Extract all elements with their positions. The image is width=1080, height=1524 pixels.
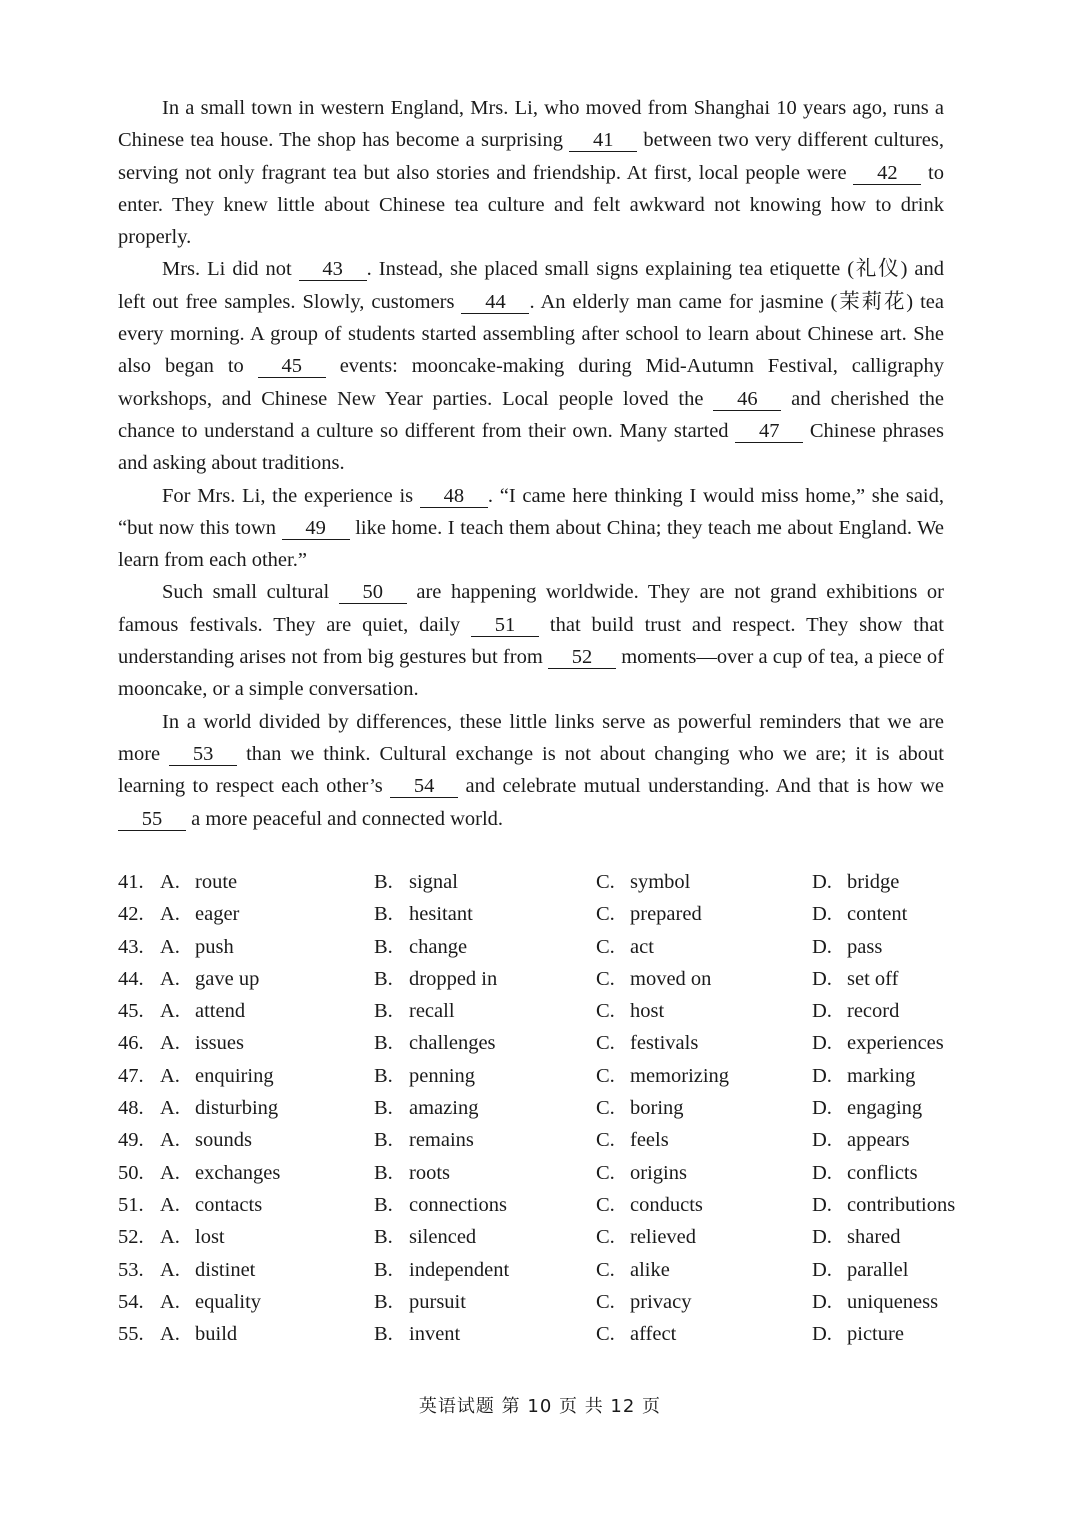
option-letter-c: C. [596,1193,615,1216]
option-row [118,1189,978,1221]
option-a: distinet [195,1258,256,1281]
option-d: content [847,903,908,926]
option-row [118,1318,978,1350]
blank-49: 49 [282,517,350,540]
option-letter-d: D. [812,1097,832,1120]
option-letter-c: C. [596,1258,615,1281]
option-c: conducts [630,1193,703,1216]
option-d: appears [847,1129,910,1152]
option-letter-c: C. [596,1290,615,1313]
option-row [118,1254,978,1286]
option-b: invent [409,1323,461,1346]
option-row [118,995,978,1027]
question-number: 46. [118,1032,144,1055]
option-letter-a: A. [160,967,180,990]
blank-51: 51 [471,614,539,637]
option-c: boring [630,1097,684,1120]
blank-54: 54 [390,775,458,798]
option-d: record [847,1000,900,1023]
option-letter-d: D. [812,1290,832,1313]
option-letter-c: C. [596,1226,615,1249]
option-letter-c: C. [596,1064,615,1087]
question-number: 53. [118,1258,144,1281]
option-letter-b: B. [374,1193,393,1216]
option-letter-a: A. [160,1258,180,1281]
option-letter-c: C. [596,1323,615,1346]
question-number: 44. [118,967,144,990]
question-number: 54. [118,1290,144,1313]
option-letter-d: D. [812,903,832,926]
option-letter-b: B. [374,1258,393,1281]
option-a: contacts [195,1193,263,1216]
passage-text: and cherished the chance to understand a culture so different from their own. Many started [118,387,944,442]
option-d: pass [847,935,883,958]
option-d: picture [847,1323,904,1346]
passage-paragraph [118,480,944,577]
blank-53: 53 [169,743,237,766]
question-number: 43. [118,935,144,958]
option-a: equality [195,1290,262,1313]
option-b: pursuit [409,1290,466,1313]
option-a: issues [195,1032,244,1055]
option-c: memorizing [630,1064,730,1087]
option-letter-d: D. [812,1064,832,1087]
passage-text: and celebrate mutual understanding. And that is how we [458,775,944,798]
option-d: uniqueness [847,1290,939,1313]
blank-52: 52 [548,646,616,669]
option-letter-b: B. [374,1226,393,1249]
option-b: dropped in [409,967,498,990]
option-letter-b: B. [374,871,393,893]
blank-46: 46 [713,388,781,411]
passage-text: between two very different cultures, serving not only fragrant tea but also stories and friendship. At first, local people were [118,129,944,184]
question-number: 51. [118,1193,144,1216]
question-number: 50. [118,1161,144,1184]
option-letter-d: D. [812,1258,832,1281]
option-b: connections [409,1193,507,1216]
option-letter-a: A. [160,903,180,926]
option-c: prepared [630,903,702,926]
option-b: roots [409,1161,450,1184]
passage-text: events: mooncake-making during Mid-Autumn Festival, calligraphy workshops, and Chinese New Year parties. Local people loved the [118,355,944,410]
question-number: 49. [118,1129,144,1152]
option-letter-d: D. [812,1161,832,1184]
blank-45: 45 [258,355,326,378]
option-c: feels [630,1129,669,1152]
option-b: penning [409,1064,476,1087]
cloze-passage [118,92,944,835]
option-letter-b: B. [374,1000,393,1023]
option-a: build [195,1323,238,1346]
blank-42: 42 [853,162,921,185]
passage-paragraph [118,706,944,835]
option-letter-d: D. [812,1129,832,1152]
option-letter-b: B. [374,1161,393,1184]
option-a: enquiring [195,1064,274,1087]
option-b: amazing [409,1097,479,1120]
passage-text: . An elderly man came for jasmine (茉莉花) tea every morning. A group of students started assembling after school to learn about Chinese art. She also began to [118,290,945,378]
option-a: eager [195,903,240,926]
blank-55: 55 [118,808,186,831]
option-d: conflicts [847,1161,918,1184]
option-letter-b: B. [374,1064,393,1087]
option-letter-b: B. [374,903,393,926]
option-letter-a: A. [160,1064,180,1087]
option-c: alike [630,1258,670,1281]
option-d: contributions [847,1193,956,1216]
option-row [118,866,978,898]
blank-48: 48 [420,485,488,508]
option-letter-a: A. [160,1323,180,1346]
option-letter-c: C. [596,871,615,893]
option-row [118,963,978,995]
blank-50: 50 [339,581,407,604]
option-row [118,1027,978,1059]
option-letter-b: B. [374,935,393,958]
option-letter-b: B. [374,1290,393,1313]
question-number: 47. [118,1064,144,1087]
option-c: symbol [630,871,691,893]
option-row [118,1124,978,1156]
question-number: 41. [118,871,144,893]
option-a: route [195,871,238,893]
passage-text: In a world divided by differences, these little links serve as powerful reminders that we are more [118,710,944,765]
option-letter-c: C. [596,967,615,990]
option-letter-d: D. [812,1323,832,1346]
question-number: 45. [118,1000,144,1023]
option-row [118,1092,978,1124]
option-letter-b: B. [374,1097,393,1120]
option-row [118,898,978,930]
option-letter-c: C. [596,1161,615,1184]
passage-text: are happening worldwide. They are not grand exhibitions or famous festivals. They are quiet, daily [118,581,944,636]
option-letter-c: C. [596,1097,615,1120]
option-a: push [195,935,234,958]
option-b: silenced [409,1226,477,1249]
option-c: act [630,935,654,958]
option-c: privacy [630,1290,692,1313]
option-c: festivals [630,1032,699,1055]
option-letter-a: A. [160,1097,180,1120]
option-d: marking [847,1064,916,1087]
passage-text: . “I came here thinking I would miss home,” she said, “but now this town [118,484,944,539]
option-row [118,1221,978,1253]
option-letter-a: A. [160,1226,180,1249]
option-c: moved on [630,967,712,990]
question-number: 55. [118,1323,144,1346]
option-letter-c: C. [596,1032,615,1055]
option-row [118,931,978,963]
option-d: parallel [847,1258,909,1281]
option-a: sounds [195,1129,252,1152]
option-letter-a: A. [160,935,180,958]
passage-text: to enter. They knew little about Chinese tea culture and felt awkward not knowing how to drink properly. [118,161,945,249]
blank-41: 41 [569,129,637,152]
option-letter-d: D. [812,935,832,958]
blank-43: 43 [299,258,367,281]
option-letter-b: B. [374,1323,393,1346]
option-letter-d: D. [812,967,832,990]
passage-text: Mrs. Li did not [162,258,299,281]
option-d: bridge [847,871,900,893]
passage-paragraph [118,576,944,705]
option-b: challenges [409,1032,496,1055]
option-letter-b: B. [374,967,393,990]
option-letter-c: C. [596,1129,615,1152]
option-d: experiences [847,1032,944,1055]
passage-text: For Mrs. Li, the experience is [162,484,420,507]
option-row [118,1286,978,1318]
passage-text: In a small town in western England, Mrs. Li, who moved from Shanghai 10 years ago, runs a Chinese tea house. The shop has become a surprising [118,97,944,152]
option-b: signal [409,871,458,893]
option-b: change [409,935,468,958]
option-letter-a: A. [160,1290,180,1313]
option-letter-d: D. [812,1193,832,1216]
question-number: 48. [118,1097,144,1120]
option-b: recall [409,1000,455,1023]
passage-text: a more peaceful and connected world. [186,807,504,830]
option-letter-b: B. [374,1032,393,1055]
passage-text: like home. I teach them about China; they teach me about England. We learn from each other.” [118,516,944,572]
option-letter-d: D. [812,1226,832,1249]
passage-text: Chinese phrases and asking about traditions. [118,419,945,475]
option-c: affect [630,1323,677,1346]
option-letter-a: A. [160,1000,180,1023]
option-row [118,1157,978,1189]
option-letter-d: D. [812,1000,832,1023]
option-b: hesitant [409,903,473,926]
option-a: gave up [195,967,260,990]
option-a: lost [195,1226,225,1249]
option-letter-a: A. [160,1032,180,1055]
option-row [118,1060,978,1092]
option-d: shared [847,1226,901,1249]
passage-text: Such small cultural [162,581,339,604]
option-letter-a: A. [160,871,180,893]
option-a: attend [195,1000,246,1023]
option-a: disturbing [195,1097,279,1120]
option-d: set off [847,967,899,990]
option-letter-c: C. [596,1000,615,1023]
option-a: exchanges [195,1161,281,1184]
question-number: 42. [118,903,144,926]
page-footer: 英语试题 第 10 页 共 12 页 [418,1396,662,1417]
option-letter-c: C. [596,935,615,958]
passage-text: . Instead, she placed small signs explaining tea etiquette (礼仪) and left out free samples. Slowly, customers [118,258,944,313]
passage-text: moments—over a cup of tea, a piece of mooncake, or a simple conversation. [118,646,944,701]
option-letter-b: B. [374,1129,393,1152]
passage-paragraph [118,92,944,253]
option-b: remains [409,1129,474,1152]
option-letter-d: D. [812,1032,832,1055]
option-letter-a: A. [160,1161,180,1184]
option-c: relieved [630,1226,697,1249]
option-c: origins [630,1161,687,1184]
option-c: host [630,1000,665,1023]
option-letter-a: A. [160,1129,180,1152]
option-letter-d: D. [812,871,832,893]
passage-paragraph [118,253,944,479]
passage-text: that build trust and respect. They show that understanding arises not from big gestures but from [118,613,945,669]
option-letter-a: A. [160,1193,180,1216]
question-number: 52. [118,1226,144,1249]
blank-47: 47 [735,420,803,443]
option-d: engaging [847,1097,923,1120]
blank-44: 44 [461,291,529,314]
option-b: independent [409,1258,510,1281]
option-letter-c: C. [596,903,615,926]
answer-options [118,866,978,1350]
passage-text: than we think. Cultural exchange is not about changing who we are; it is about learning to respect each other’s [118,742,944,798]
